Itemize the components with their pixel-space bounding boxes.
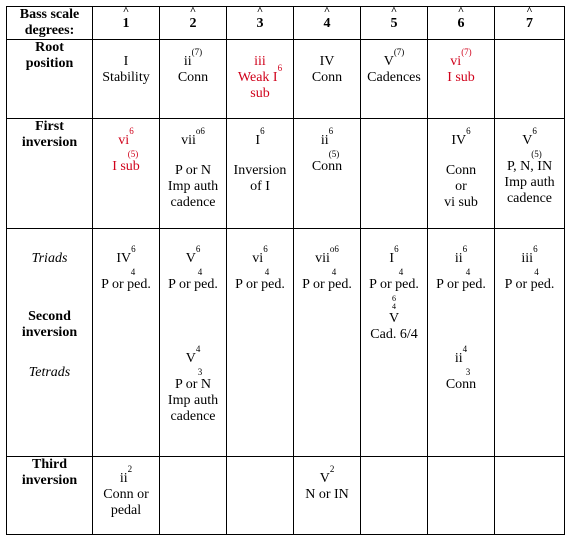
third-cell-3 [227, 457, 294, 535]
chord-superscript: 6 [263, 244, 268, 254]
chord-figure: 4 [465, 267, 471, 277]
chord-superscript: 2 [127, 464, 133, 474]
chord-superscript: 6 [129, 126, 134, 136]
chord-symbol: vii [181, 133, 196, 148]
chord-function: P, N, IN [506, 159, 553, 174]
root-cell-4 [294, 40, 361, 119]
chord-symbol: ii [454, 251, 463, 266]
first-inversion-label [7, 119, 93, 229]
row-label-line: inversion [21, 325, 78, 340]
degree-number: 7 [526, 16, 533, 31]
row-label-line: inversion [21, 473, 78, 488]
second-cell-1 [93, 229, 160, 457]
chord-symbol: I [255, 133, 261, 148]
third-cell-7 [495, 457, 565, 535]
caret-icon: ^ [122, 5, 130, 17]
chord-symbol: vi [252, 251, 264, 266]
chord-function: P or N [174, 377, 212, 392]
chord-function: P or ped. [504, 277, 555, 292]
cadential-figure-bottom: 4 [392, 302, 396, 311]
second-cell-2 [160, 229, 227, 457]
chord-symbol: V [383, 54, 394, 69]
chord-superscript: 6 [277, 63, 283, 73]
chord-function: P or ped. [168, 277, 218, 292]
chord-symbol: ii [119, 471, 128, 486]
caret-icon: ^ [390, 5, 398, 17]
chord-symbol: IV [451, 133, 467, 148]
chord-function: Imp auth [167, 393, 219, 408]
chord-symbol: V [388, 311, 400, 326]
chord-symbol: vi [118, 133, 130, 148]
third-cell-5 [361, 457, 428, 535]
caret-icon: ^ [526, 5, 533, 17]
chord-function: pedal [110, 503, 142, 518]
first-cell-5 [361, 119, 428, 229]
chord-function: sub [250, 86, 270, 101]
chord-superscript: 4 [195, 344, 201, 354]
chord-function: Conn or [103, 487, 149, 502]
chord-superscript: (7) [461, 47, 472, 57]
chord-symbol: IV [116, 251, 132, 266]
chord-symbol: vi [450, 54, 462, 69]
chord-symbol: I [123, 54, 129, 69]
chord-function: of I [250, 179, 270, 194]
chord-superscript: (7) [393, 47, 405, 57]
row-label-line: Third [31, 457, 67, 472]
third-cell-1 [93, 457, 160, 535]
cadential-figure-top: 6 [392, 294, 396, 303]
chord-function: P or ped. [235, 277, 285, 292]
second-cell-6 [428, 229, 495, 457]
chord-function: Stability [102, 70, 150, 85]
first-cell-4 [294, 119, 361, 229]
degree-number: 1 [122, 16, 130, 31]
chord-function: vi sub [444, 195, 478, 210]
chord-superscript: 6 [260, 126, 265, 136]
chord-symbol: V [319, 471, 330, 486]
caret-icon: ^ [256, 5, 264, 17]
chord-symbol: V [185, 251, 196, 266]
second-cell-5 [361, 229, 428, 457]
chord-function: Conn [445, 377, 477, 392]
second-cell-4 [294, 229, 361, 457]
chord-function: Conn [311, 159, 343, 174]
chord-function: or [455, 179, 467, 194]
chord-function: I sub [112, 159, 140, 174]
chord-superscript: 6 [328, 126, 334, 136]
first-cell-1 [93, 119, 160, 229]
degree-number: 5 [390, 16, 398, 31]
tetrads-label: Tetrads [28, 365, 71, 380]
chord-function: Inversion [233, 163, 287, 178]
triads-label: Triads [31, 251, 68, 266]
caret-icon: ^ [189, 5, 197, 17]
chord-function: Conn [311, 70, 343, 85]
chord-function: P or ped. [101, 277, 151, 292]
degree-number: 4 [323, 16, 331, 31]
root-cell-7 [495, 40, 565, 119]
chord-figure: 4 [534, 267, 539, 277]
root-cell-3 [227, 40, 294, 119]
third-cell-6 [428, 457, 495, 535]
third-cell-2 [160, 457, 227, 535]
root-cell-1 [93, 40, 160, 119]
chord-figure: 4 [331, 267, 337, 277]
first-cell-6 [428, 119, 495, 229]
root-position-row [7, 40, 565, 119]
chord-figure: 4 [264, 267, 270, 277]
degree-2 [160, 7, 227, 40]
degree-6 [428, 7, 495, 40]
chord-superscript: 6 [462, 244, 468, 254]
chord-function: P or ped. [302, 277, 352, 292]
degree-5 [361, 7, 428, 40]
chord-symbol: IV [319, 54, 335, 69]
chord-superscript: 4 [462, 344, 468, 354]
caret-icon: ^ [323, 5, 331, 17]
chord-superscript: 6 [195, 244, 201, 254]
second-inversion-row [7, 229, 565, 457]
row-label-line: Second [28, 309, 71, 324]
degree-number: 2 [189, 16, 197, 31]
chord-function: Conn [177, 70, 209, 85]
third-cell-4 [294, 457, 361, 535]
first-cell-7 [495, 119, 565, 229]
degree-number: 6 [457, 16, 465, 31]
row-label-line: First [35, 119, 64, 134]
chord-superscript: 6 [394, 244, 399, 254]
row-label-line: Root [35, 40, 64, 55]
chord-figure: (5) [328, 149, 340, 159]
first-cell-2 [160, 119, 227, 229]
chord-figure: 3 [465, 367, 471, 377]
root-cell-6 [428, 40, 495, 119]
chord-figure: (5) [531, 149, 542, 159]
root-position-label [7, 40, 93, 119]
chord-superscript: 2 [329, 464, 335, 474]
chord-superscript: (7) [191, 47, 203, 57]
chord-symbol: V [522, 133, 533, 148]
second-cell-7 [495, 229, 565, 457]
chord-function: Cad. 6/4 [370, 327, 418, 342]
chord-function: I sub [447, 70, 475, 85]
chord-figure: (5) [127, 149, 139, 159]
chord-symbol: iii [254, 54, 266, 69]
chord-figure: 3 [197, 367, 203, 377]
chord-function: Weak I [237, 70, 278, 85]
row-label-line: position [25, 56, 74, 71]
chord-function: Imp auth [167, 179, 219, 194]
header-label-line2: degrees: [24, 23, 75, 38]
degree-3 [227, 7, 294, 40]
chord-superscript: 6 [131, 244, 136, 254]
degree-1 [93, 7, 160, 40]
header-row [7, 7, 565, 40]
second-cell-3 [227, 229, 294, 457]
chord-symbol: vii [315, 251, 330, 266]
row-label-line: inversion [21, 135, 78, 150]
chord-function: P or ped. [369, 277, 419, 292]
degree-7 [495, 7, 565, 40]
chord-symbol: ii [183, 54, 192, 69]
chord-superscript: 6 [533, 244, 538, 254]
header-label-line1: Bass scale [19, 7, 80, 22]
chord-function: N or IN [305, 487, 349, 502]
chord-function: cadence [506, 191, 553, 206]
chord-function: Imp auth [504, 175, 555, 190]
chord-symbol: ii [454, 351, 463, 366]
chord-function: Conn [445, 163, 477, 178]
first-inversion-row [7, 119, 565, 229]
degree-4 [294, 7, 361, 40]
chord-function: P or ped. [436, 277, 486, 292]
chord-function: cadence [170, 409, 216, 424]
chord-function-table [6, 6, 565, 535]
chord-superscript: o6 [329, 244, 339, 254]
chord-function: cadence [170, 195, 216, 210]
chord-symbol: ii [320, 133, 329, 148]
third-inversion-row [7, 457, 565, 535]
chord-figure: 4 [197, 267, 203, 277]
first-cell-3 [227, 119, 294, 229]
bass-scale-degrees-label [7, 7, 93, 40]
chord-symbol: iii [521, 251, 534, 266]
chord-superscript: 6 [532, 126, 537, 136]
chord-superscript: 6 [466, 126, 471, 136]
chord-symbol: I [389, 251, 395, 266]
chord-symbol: V [185, 351, 196, 366]
third-inversion-label [7, 457, 93, 535]
degree-number: 3 [256, 16, 264, 31]
chord-figure: 4 [130, 267, 136, 277]
chord-function: P or N [174, 163, 212, 178]
chord-superscript: o6 [195, 126, 205, 136]
caret-icon: ^ [457, 5, 465, 17]
second-inversion-label [7, 229, 93, 457]
root-cell-5 [361, 40, 428, 119]
chord-function: Cadences [367, 70, 421, 85]
root-cell-2 [160, 40, 227, 119]
chord-figure: 4 [398, 267, 404, 277]
